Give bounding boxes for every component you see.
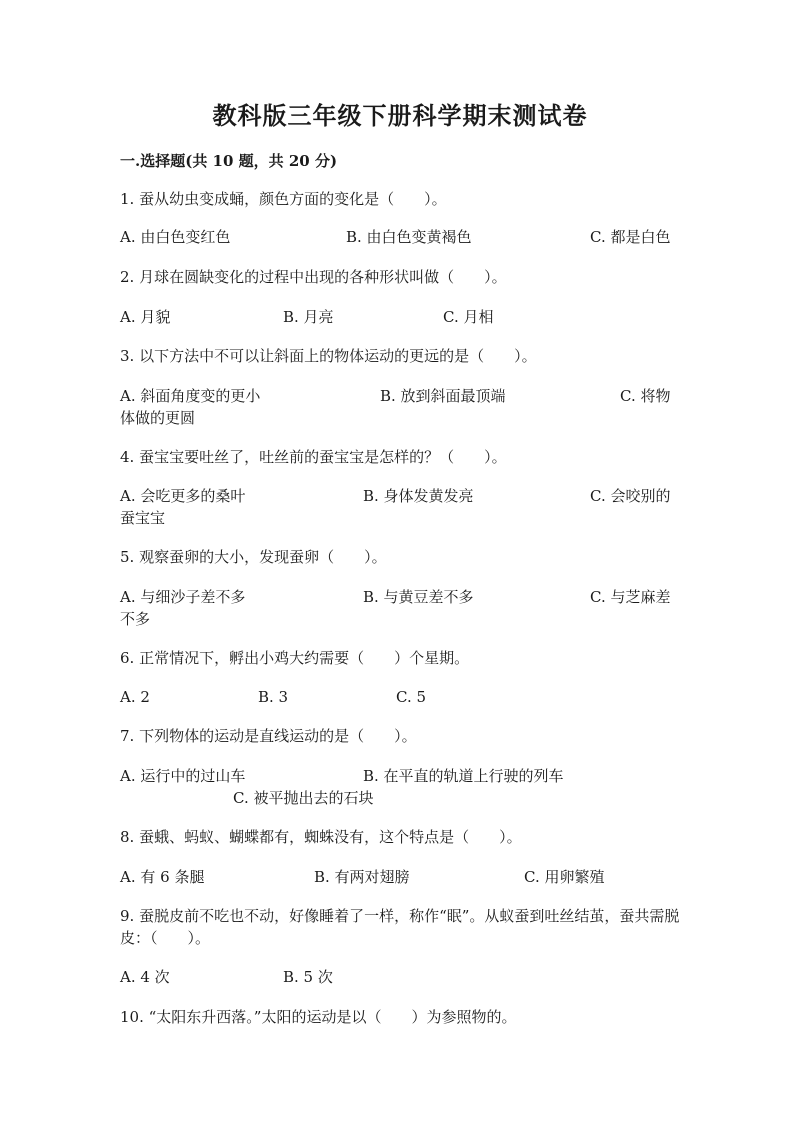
q3-option-c[interactable]: C. 将物 [620, 387, 671, 405]
question-7: 7. 下列物体的运动是直线运动的是（ ）。 [120, 727, 417, 745]
q5-option-a[interactable]: A. 与细沙子差不多 [120, 588, 246, 606]
q1-option-a[interactable]: A. 由白色变红色 [120, 228, 231, 246]
q1-option-c[interactable]: C. 都是白色 [590, 228, 671, 246]
q7-option-a[interactable]: A. 运行中的过山车 [120, 767, 246, 785]
q1-option-b[interactable]: B. 由白色变黄褐色 [346, 228, 472, 246]
q9-option-b[interactable]: B. 5 次 [283, 968, 333, 986]
question-4: 4. 蚕宝宝要吐丝了，吐丝前的蚕宝宝是怎样的？（ ）。 [120, 448, 507, 466]
q8-option-c[interactable]: C. 用卵繁殖 [524, 868, 605, 886]
section-heading: 一.选择题(共 10 题，共 20 分) [120, 152, 338, 170]
q2-option-b[interactable]: B. 月亮 [283, 308, 334, 326]
q6-option-c[interactable]: C. 5 [396, 688, 427, 706]
q2-option-c[interactable]: C. 月相 [443, 308, 494, 326]
q9-option-a[interactable]: A. 4 次 [120, 968, 170, 986]
q3-option-b[interactable]: B. 放到斜面最顶端 [380, 387, 506, 405]
q5-option-c-continued: 不多 [120, 610, 151, 628]
q7-option-c[interactable]: C. 被平抛出去的石块 [233, 789, 374, 807]
q2-option-a[interactable]: A. 月貌 [120, 308, 171, 326]
question-5: 5. 观察蚕卵的大小，发现蚕卵（ ）。 [120, 548, 387, 566]
q4-option-b[interactable]: B. 身体发黄发亮 [363, 487, 474, 505]
question-3: 3. 以下方法中不可以让斜面上的物体运动的更远的是（ ）。 [120, 347, 537, 365]
page-title: 教科版三年级下册科学期末测试卷 [212, 101, 588, 130]
q3-option-c-continued: 体做的更圆 [120, 409, 196, 427]
q8-option-a[interactable]: A. 有 6 条腿 [120, 868, 205, 886]
question-1: 1. 蚕从幼虫变成蛹，颜色方面的变化是（ ）。 [120, 190, 447, 208]
question-6: 6. 正常情况下，孵出小鸡大约需要（ ）个星期。 [120, 649, 470, 667]
question-9: 9. 蚕脱皮前不吃也不动，好像睡着了一样，称作“眠”。从蚁蚕到吐丝结茧，蚕共需脱皮：（ ）。 [120, 907, 680, 947]
q5-option-b[interactable]: B. 与黄豆差不多 [363, 588, 474, 606]
q4-option-a[interactable]: A. 会吃更多的桑叶 [120, 487, 246, 505]
q4-option-c[interactable]: C. 会咬别的 [590, 487, 671, 505]
q4-option-c-continued: 蚕宝宝 [120, 509, 166, 527]
question-2: 2. 月球在圆缺变化的过程中出现的各种形状叫做（ ）。 [120, 268, 507, 286]
q6-option-b[interactable]: B. 3 [258, 688, 289, 706]
q5-option-c[interactable]: C. 与芝麻差 [590, 588, 671, 606]
q7-option-b[interactable]: B. 在平直的轨道上行驶的列车 [363, 767, 564, 785]
question-10: 10. “太阳东升西落。”太阳的运动是以（ ）为参照物的。 [120, 1008, 517, 1026]
question-8: 8. 蚕蛾、蚂蚁、蝴蝶都有，蜘蛛没有，这个特点是（ ）。 [120, 828, 522, 846]
q6-option-a[interactable]: A. 2 [120, 688, 150, 706]
q8-option-b[interactable]: B. 有两对翅膀 [314, 868, 410, 886]
q3-option-a[interactable]: A. 斜面角度变的更小 [120, 387, 261, 405]
